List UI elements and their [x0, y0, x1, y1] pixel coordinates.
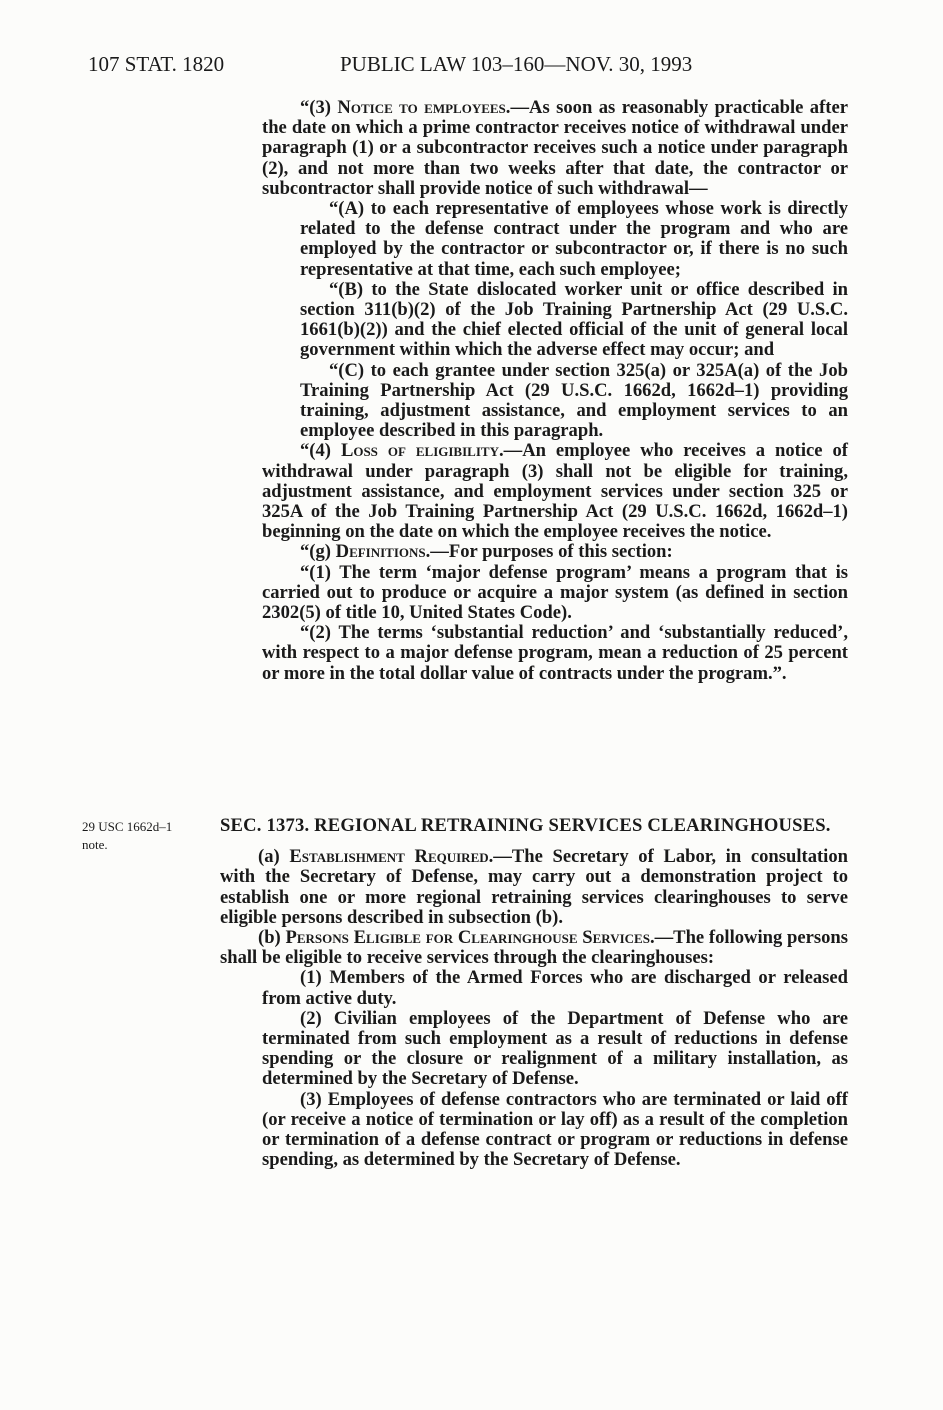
- subsection-g-heading: Definitions: [335, 541, 426, 563]
- subsection-g: “(g) Definitions.—For purposes of this section:: [300, 541, 673, 563]
- public-law-title: PUBLIC LAW 103–160—NOV. 30, 1993: [340, 52, 693, 76]
- definition-1: “(1) The term ‘major defense program’ means a program that is carried out to produce or acquire a major system (as defined in section 2302(5) of title 10, United States Code).: [262, 561, 848, 624]
- subsection-b: (b) Persons Eligible for Clearinghouse Services.—The following persons shall be eligible to receive services through the clearinghouses:: [220, 927, 848, 969]
- margin-note: [82, 818, 212, 854]
- paragraph-4-heading: Loss of eligibility: [340, 440, 499, 462]
- paragraph-3: “(3) Notice to employees.—As soon as reasonably practicable after the date on which a prime contractor receives notice of withdrawal under paragraph (1) or a subcontractor receives such a notice under paragraph (2), and not more than two weeks after that date, the contractor or subcontractor shall provide notice of such withdrawal—: [262, 97, 848, 199]
- page-header: [0, 52, 943, 82]
- eligible-3: (3) Employees of defense contractors who are terminated or laid off (or receive a notice of termination or lay off) as a result of the completion or termination of a defense contract or program or reductions in defense spending, as determined by the Secretary of Defense.: [262, 1088, 848, 1171]
- body-column: [262, 98, 848, 684]
- section-1373: [220, 816, 848, 1170]
- paragraph-4: “(4) Loss of eligibility.—An employee who receives a notice of withdrawal under paragraph (3) shall not be eligible for training, adjustment assistance, and employment services under section 325 or 325A of the Job Training Partnership Act (29 U.S.C. 1662d, 1662d–1) beginning on the date on which the employee receives the notice.: [262, 440, 848, 543]
- subsection-a: (a) Establishment Required.—The Secretary of Labor, in consultation with the Secretary of Defense, may carry out a demonstration project to establish one or more regional retraining services clearinghouses to serve eligible persons described in subsection (b).: [220, 846, 848, 928]
- margin-note-label: note.: [82, 837, 108, 852]
- margin-note-citation: 29 USC 1662d–1: [82, 819, 173, 834]
- subparagraph-b: “(B) to the State dislocated worker unit or office described in section 311(b)(2) of the Job Training Partnership Act (29 U.S.C. 1661(b)(2)) and the chief elected official of the unit of general local government within which the adverse effect may occur; and: [300, 278, 848, 361]
- eligible-2: (2) Civilian employees of the Department of Defense who are terminated from such employment as a result of reductions in defense spending or the closure or realignment of a military installation, as determined by the Secretary of Defense.: [262, 1007, 848, 1090]
- subsection-a-heading: Establishment Required: [289, 846, 489, 868]
- paragraph-3-heading: Notice to employees: [337, 97, 506, 118]
- subsection-b-heading: Persons Eligible for Clearinghouse Services: [285, 927, 650, 949]
- statute-page-number: 107 STAT. 1820: [88, 52, 225, 76]
- definition-2: “(2) The terms ‘substantial reduction’ and ‘substantially reduced’, with respect to a major defense program, mean a reduction of 25 percent or more in the total dollar value of contracts under the program.”.: [262, 622, 848, 684]
- subparagraph-a: “(A) to each representative of employees whose work is directly related to the defense contract under the program and who are employed by the contractor or subcontractor or, if there is no such representative at that time, each such employee;: [300, 198, 848, 280]
- section-heading: SEC. 1373. REGIONAL RETRAINING SERVICES CLEARINGHOUSES.: [220, 815, 831, 836]
- eligible-1: (1) Members of the Armed Forces who are discharged or released from active duty.: [262, 967, 848, 1009]
- subparagraph-c: “(C) to each grantee under section 325(a) or 325A(a) of the Job Training Partnership Act (29 U.S.C. 1662d, 1662d–1) providing training, adjustment assistance, and employment services to an employee described in this paragraph.: [300, 359, 848, 442]
